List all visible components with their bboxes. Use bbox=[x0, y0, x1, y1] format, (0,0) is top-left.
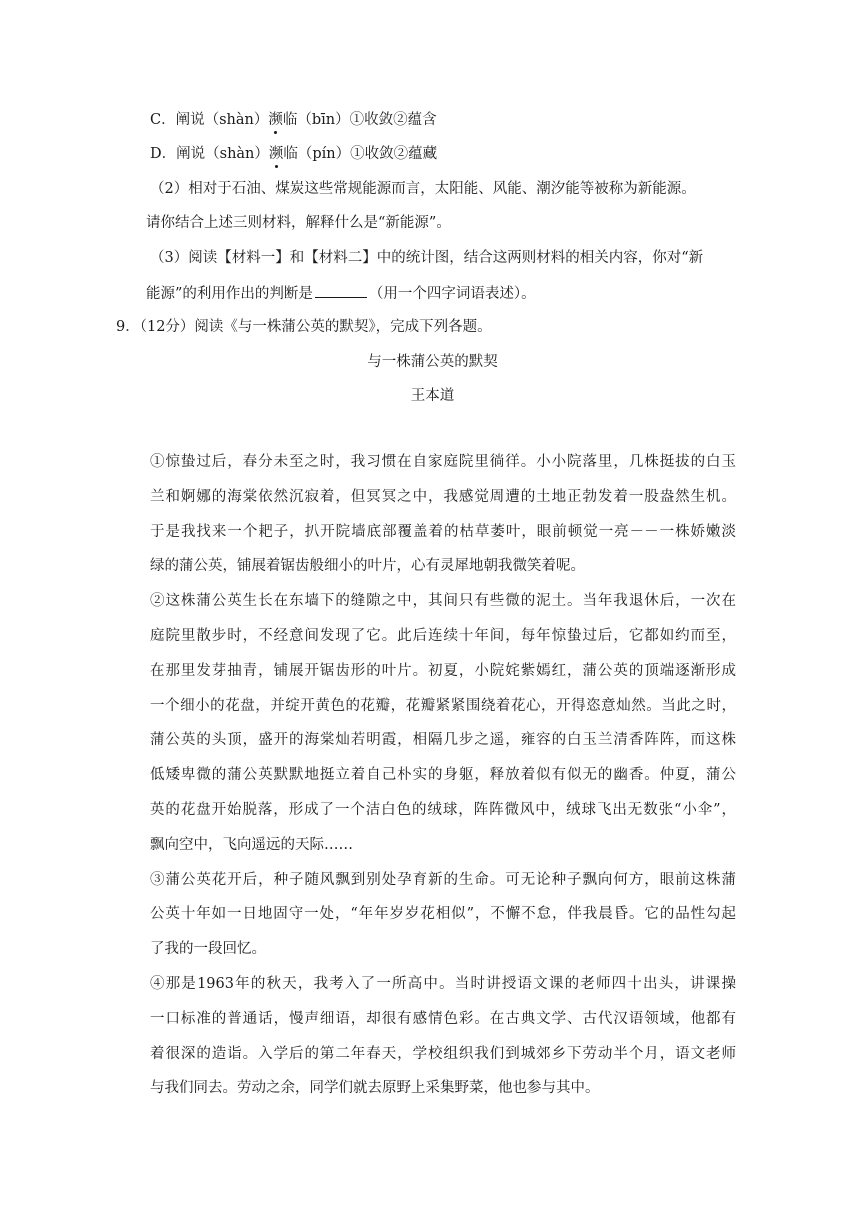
para-1-line: 绿的蒲公英，铺展着锯齿般细小的叶片，心有灵犀地朝我微笑着呢。 bbox=[150, 558, 585, 575]
para-2-line: 在那里发芽抽青，铺展开锯齿形的叶片。初夏，小院姹紫嫣红，蒲公英的顶端逐渐形成 bbox=[150, 662, 736, 679]
option-c bbox=[150, 110, 437, 130]
article-title: 与一株蒲公英的默契 bbox=[367, 354, 498, 370]
para-3-line: 了我的一段回忆。 bbox=[150, 941, 266, 958]
para-4-line: 一口标准的普通话，慢声细语，却很有感情色彩。在古典文学、古代汉语领域，他都有 bbox=[150, 1010, 736, 1027]
para-2-line: 英的花盘开始脱落，形成了一个洁白色的绒球，阵阵微风中，绒球飞出无数张“小伞”， bbox=[150, 801, 736, 818]
subquestion-2-line-1: （2）相对于石油、煤炭这些常规能源而言，太阳能、风能、潮汐能等被称为新能源。 bbox=[150, 181, 696, 197]
subquestion-3-line-2 bbox=[146, 283, 536, 304]
subquestion-3-text-after: （用一个四字词语表述）。 bbox=[368, 286, 536, 302]
subquestion-3-line-1: （3）阅读【材料一】和【材料二】中的统计图，结合这两则材料的相关内容，你对“新 bbox=[150, 250, 704, 266]
option-c-suffix: 临（bīn）①收敛②蕴含 bbox=[282, 112, 437, 128]
option-c-dotted-char: 濒 bbox=[268, 112, 283, 128]
article-author: 王本道 bbox=[410, 388, 455, 404]
subquestion-2-line-2: 请你结合上述三则材料，解释什么是“新能源”。 bbox=[146, 215, 451, 231]
para-2-line: 庭院里散步时，不经意间发现了它。此后连续十年间，每年惊蛰过后，它都如约而至， bbox=[150, 627, 736, 644]
para-1-line: 于是我找来一个耙子，扒开院墙底部覆盖着的枯草萎叶，眼前顿觉一亮－－一株娇嫩淡 bbox=[150, 523, 736, 540]
question-9-header: 9．（12分）阅读《与一株蒲公英的默契》，完成下列各题。 bbox=[116, 319, 492, 335]
para-2-line: 飘向空中，飞向遥远的天际…… bbox=[150, 836, 353, 853]
para-4-line: ④那是1963年的秋天，我考入了一所高中。当时讲授语文课的老师四十出头，讲课操 bbox=[150, 975, 736, 992]
para-4-line: 与我们同去。劳动之余，同学们就去原野上采集野菜，他也参与其中。 bbox=[150, 1080, 600, 1097]
para-2-line: 一个细小的花盘，并绽开黄色的花瓣，花瓣紧紧围绕着花心，开得恣意灿然。当此之时， bbox=[150, 697, 736, 714]
option-d-dotted-char: 濒 bbox=[268, 146, 284, 162]
para-2-line: 蒲公英的头顶，盛开的海棠灿若明霞，相隔几步之遥，雍容的白玉兰清香阵阵，而这株 bbox=[150, 732, 736, 749]
para-1-line: 兰和婀娜的海棠依然沉寂着，但冥冥之中，我感觉周遭的土地正勃发着一股盎然生机。 bbox=[150, 488, 736, 505]
option-d-prefix: D．阐说（shàn） bbox=[150, 146, 269, 162]
article-body bbox=[150, 445, 736, 1106]
option-d bbox=[150, 144, 437, 164]
answer-blank bbox=[315, 283, 367, 298]
para-3-line: ③蒲公英花开后，种子随风飘到别处孕育新的生命。可无论种子飘向何方，眼前这株蒲 bbox=[150, 871, 736, 888]
para-2-line: ②这株蒲公英生长在东墙下的缝隙之中，其间只有些微的泥土。当年我退休后，一次在 bbox=[150, 593, 736, 610]
subquestion-3-text-before: 能源”的利用作出的判断是 bbox=[146, 286, 313, 302]
option-d-suffix: 临（pín）①收敛②蕴藏 bbox=[283, 146, 438, 162]
para-2-line: 低矮卑微的蒲公英默默地挺立着自己朴实的身躯，释放着似有似无的幽香。仲夏，蒲公 bbox=[150, 767, 736, 784]
para-3-line: 公英十年如一日地固守一处，“年年岁岁花相似”，不懈不怠，伴我晨昏。它的品性勾起 bbox=[150, 906, 736, 923]
option-c-prefix: C．阐说（shàn） bbox=[150, 112, 269, 128]
para-1-line: ①惊蛰过后，春分未至之时，我习惯在自家庭院里徜徉。小小院落里，几株挺拔的白玉 bbox=[150, 454, 736, 470]
para-4-line: 着很深的造诣。入学后的第二年春天，学校组织我们到城郊乡下劳动半个月，语文老师 bbox=[150, 1045, 736, 1062]
